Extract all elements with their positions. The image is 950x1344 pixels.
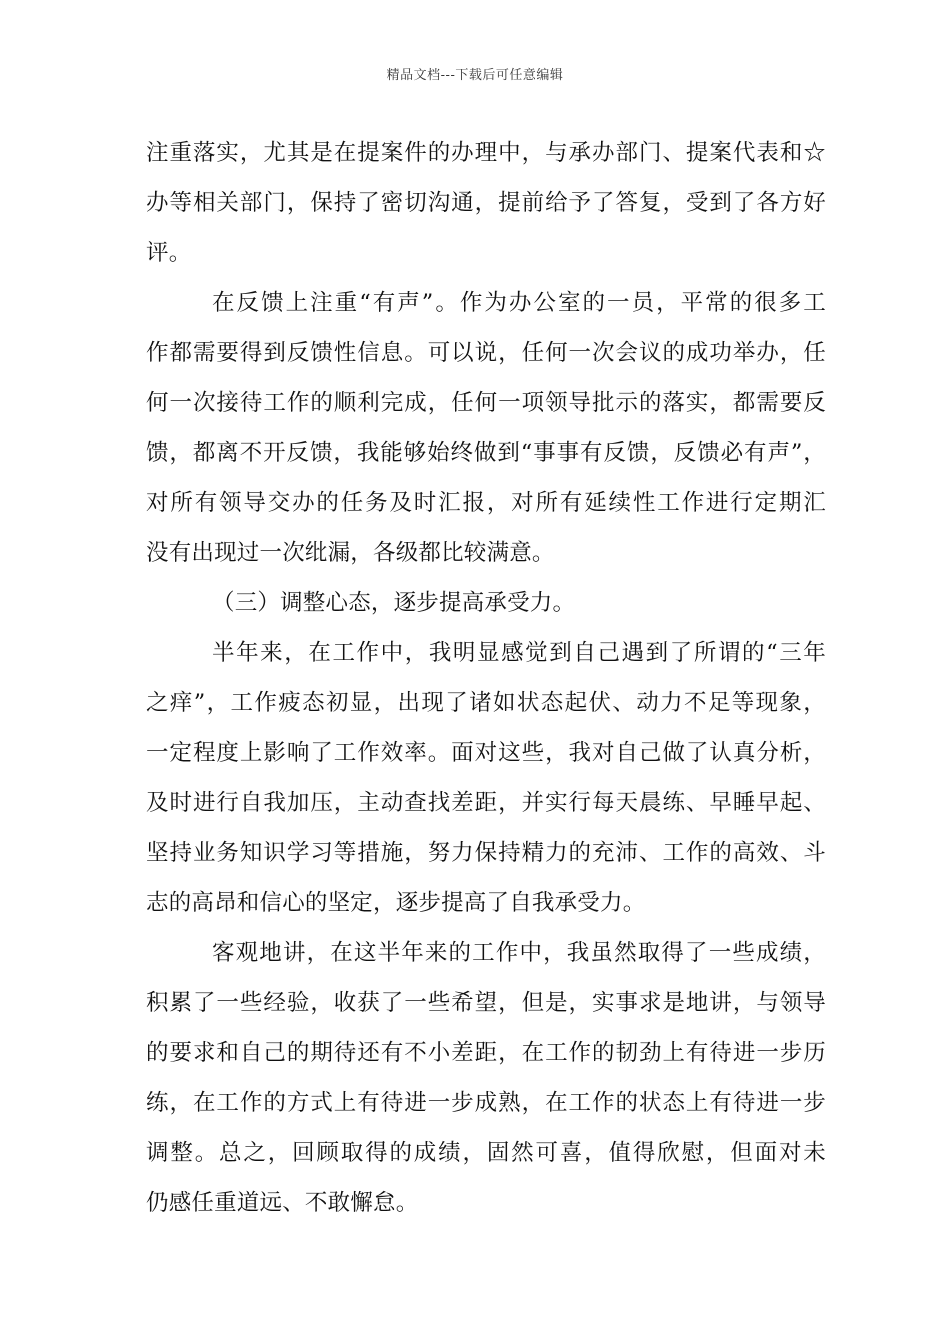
text-line: 练，在工作的方式上有待进一步成熟，在工作的状态上有待进一步 xyxy=(146,1090,826,1116)
text-line: 之痒”，工作疲态初显，出现了诸如状态起伏、动力不足等现象， xyxy=(146,690,826,716)
text-line: 半年来，在工作中，我明显感觉到自己遇到了所谓的“三年 xyxy=(212,640,826,666)
text-line: 在反馈上注重“有声”。作为办公室的一员，平常的很多工 xyxy=(212,290,826,316)
page-header: 精品文档---下载后可任意编辑 xyxy=(386,68,564,83)
text-line: 馈，都离不开反馈，我能够始终做到“事事有反馈，反馈必有声”， xyxy=(146,440,826,466)
text-line: 积累了一些经验，收获了一些希望，但是，实事求是地讲，与领导 xyxy=(146,990,826,1016)
text-line: 一定程度上影响了工作效率。面对这些，我对自己做了认真分析， xyxy=(146,740,826,766)
text-line: 客观地讲，在这半年来的工作中，我虽然取得了一些成绩， xyxy=(212,940,826,966)
text-line: 坚持业务知识学习等措施，努力保持精力的充沛、工作的高效、斗 xyxy=(146,840,826,866)
text-line: 对所有领导交办的任务及时汇报，对所有延续性工作进行定期汇 xyxy=(146,490,826,516)
section-heading: （三）调整心态，逐步提高承受力。 xyxy=(212,590,576,616)
text-line: 评。 xyxy=(146,240,192,266)
text-line: 调整。总之，回顾取得的成绩，固然可喜，值得欣慰，但面对未 xyxy=(146,1140,826,1166)
text-line: 志的高昂和信心的坚定，逐步提高了自我承受力。 xyxy=(146,890,646,916)
text-line: 作都需要得到反馈性信息。可以说，任何一次会议的成功举办，任 xyxy=(146,340,826,366)
text-line: 何一次接待工作的顺利完成，任何一项领导批示的落实，都需要反 xyxy=(146,390,826,416)
text-line: 的要求和自己的期待还有不小差距，在工作的韧劲上有待进一步历 xyxy=(146,1040,826,1066)
text-line: 没有出现过一次纰漏，各级都比较满意。 xyxy=(146,540,555,566)
text-line: 仍感任重道远、不敢懈怠。 xyxy=(146,1190,419,1216)
text-line: 办等相关部门，保持了密切沟通，提前给予了答复，受到了各方好 xyxy=(146,190,826,216)
text-line: 注重落实，尤其是在提案件的办理中，与承办部门、提案代表和☆ xyxy=(146,140,826,166)
document-body xyxy=(146,128,826,1228)
text-line: 及时进行自我加压，主动查找差距，并实行每天晨练、早睡早起、 xyxy=(146,790,826,816)
